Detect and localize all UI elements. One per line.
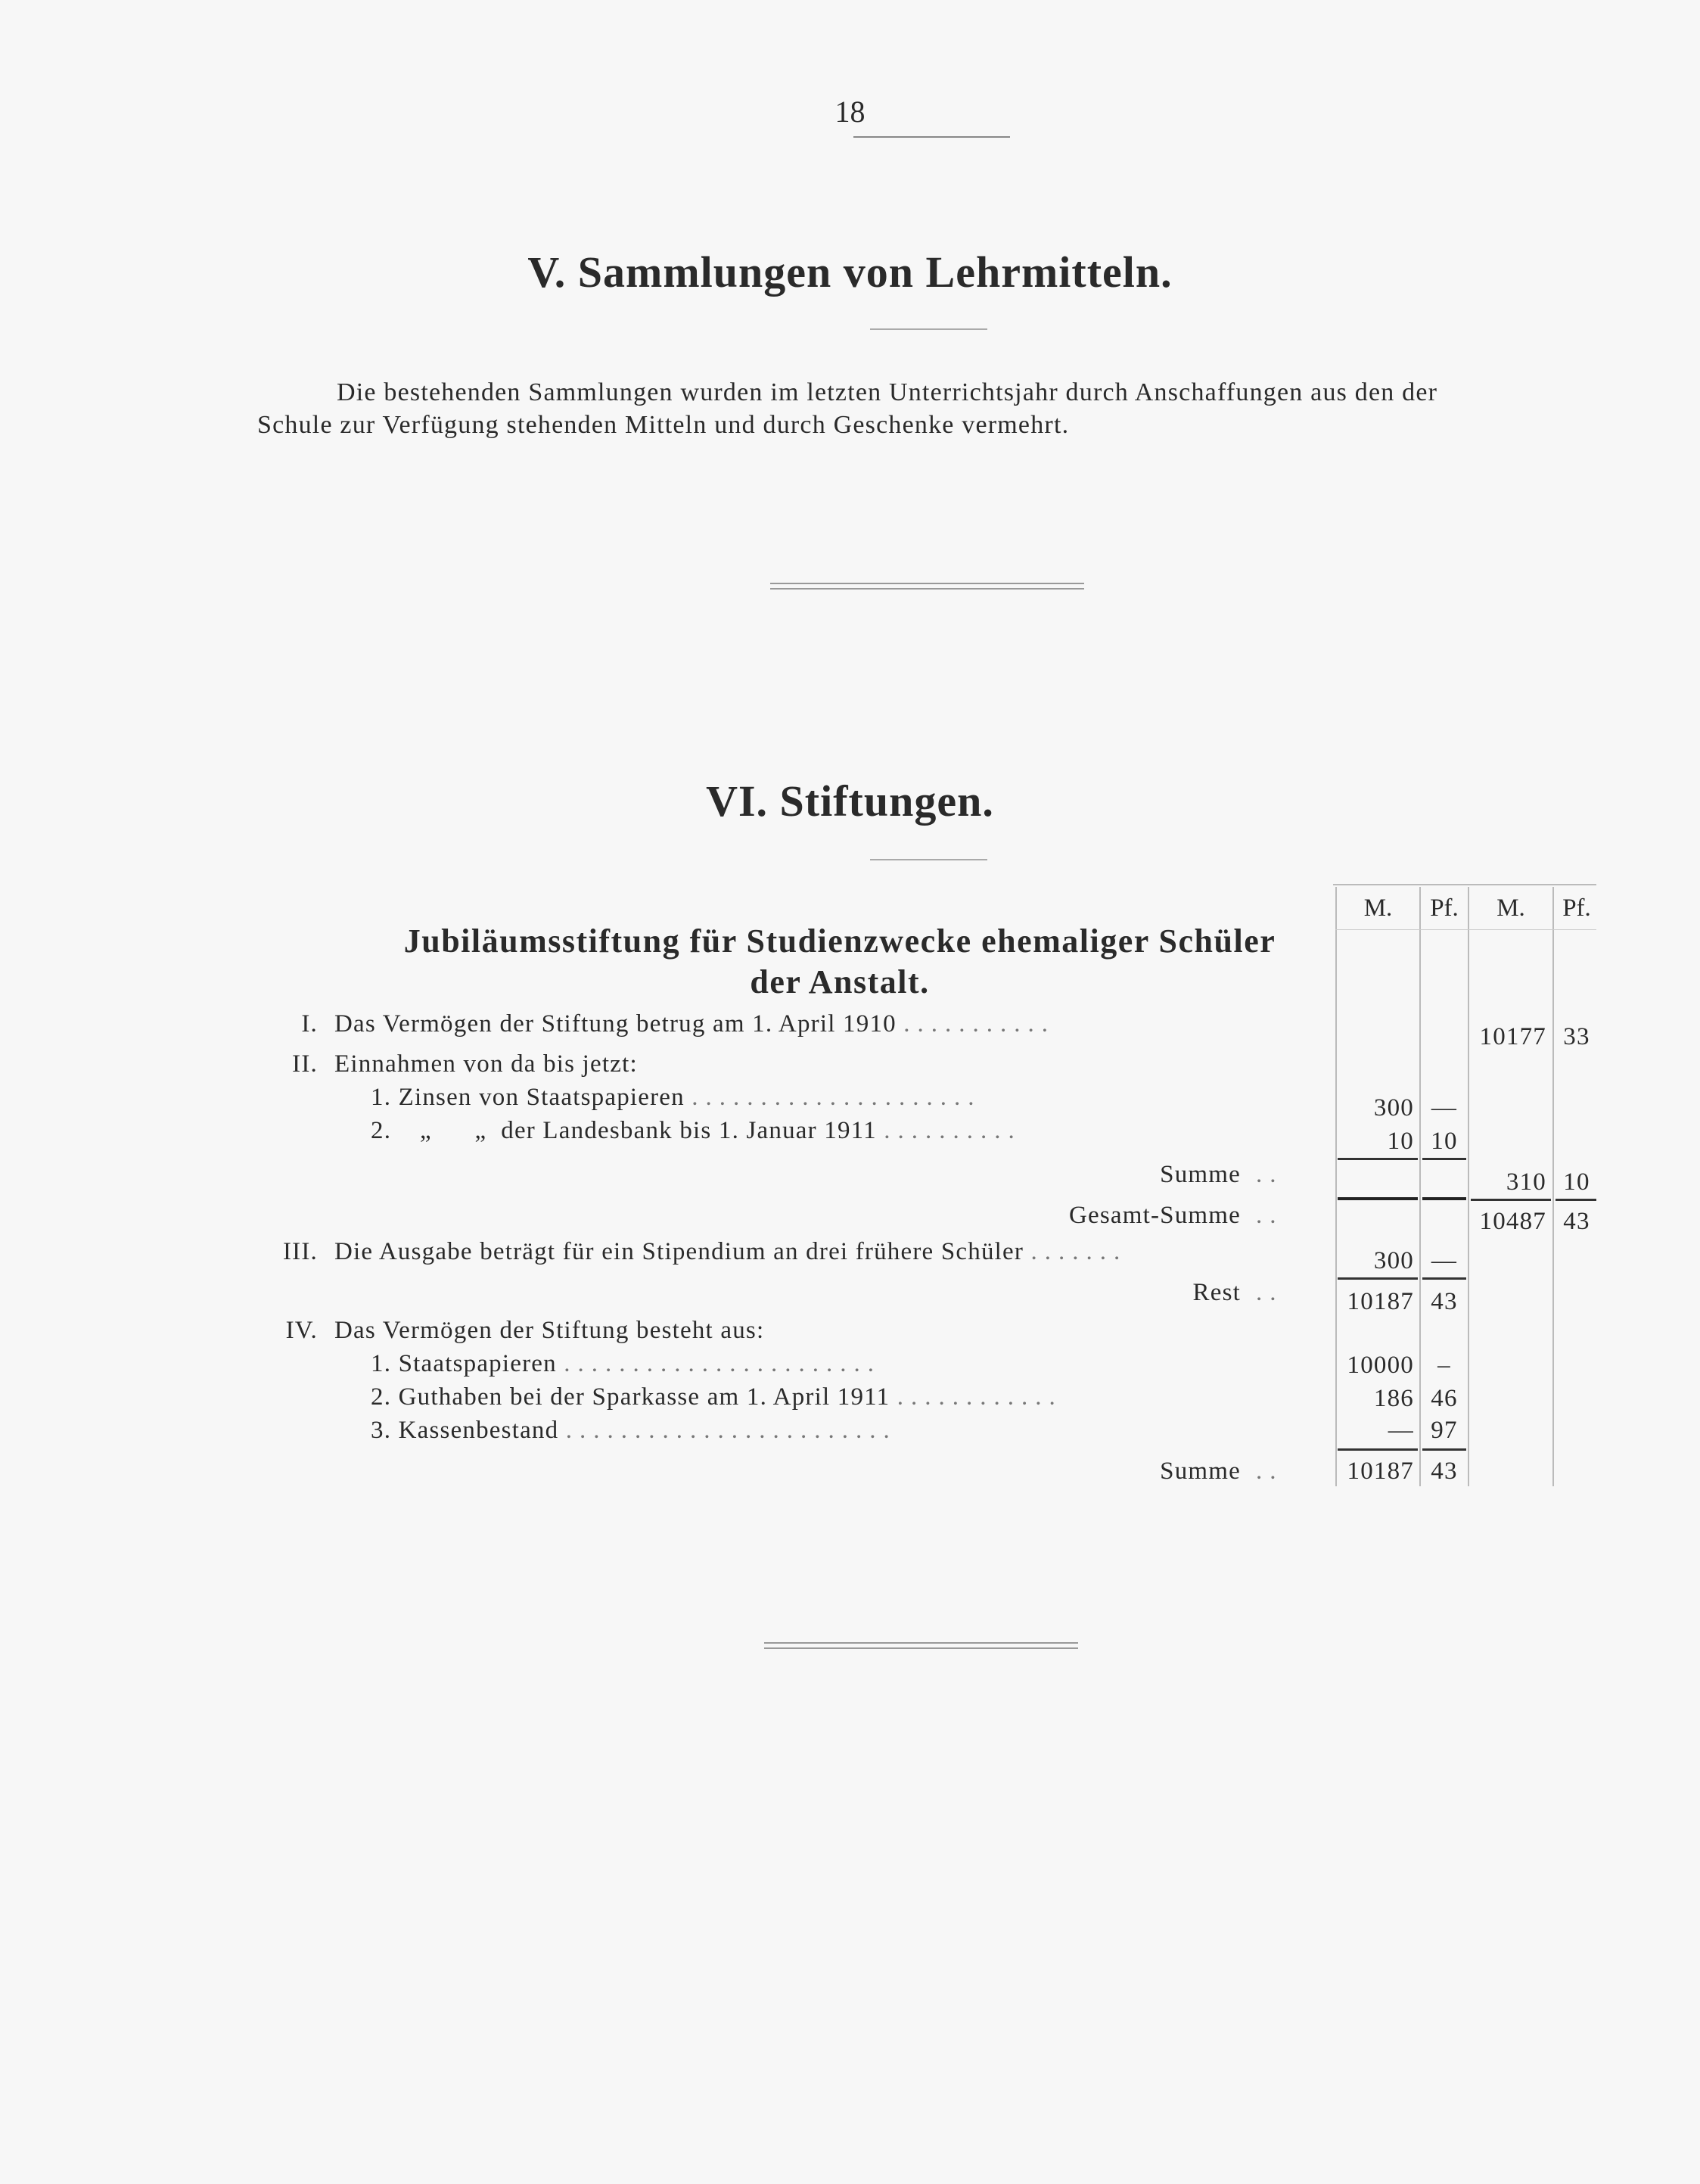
value-marks: 300 [1373, 1247, 1414, 1274]
ledger-row-label: 2. Guthaben bei der Sparkasse am 1. April 1911 ............ [371, 1383, 1063, 1411]
row-number: II. [292, 1050, 318, 1078]
row-number: IV. [285, 1317, 318, 1344]
leader-dots: .. [1256, 1202, 1284, 1229]
value-pfennig: — [1431, 1094, 1458, 1122]
sum-rule [1422, 1158, 1466, 1160]
ledger-row-label: Summe [1160, 1458, 1241, 1485]
value-pfennig: — [1431, 1247, 1458, 1274]
ledger-row-label: Einnahmen von da bis jetzt: [334, 1050, 638, 1078]
sum-rule [1422, 1277, 1466, 1280]
foundation-title-line2: der Anstalt. [750, 963, 930, 1000]
ledger-top-rule [1333, 884, 1596, 885]
ledger-row-label: Das Vermögen der Stiftung betrug am 1. April 1910 ........... [334, 1010, 1056, 1038]
leader-dots: .. [1256, 1279, 1284, 1306]
section-v-rule [870, 328, 987, 330]
column-header-pfennig: Pf. [1430, 894, 1459, 922]
section-vi-title: VI. Stiftungen. [706, 776, 994, 826]
value-pfennig: 43 [1563, 1208, 1590, 1235]
section-v-paragraph-line1: Die bestehenden Sammlungen wurden im letzten Unterrichtsjahr durch Anschaffungen aus den der [337, 378, 1438, 406]
value-pfennig: 43 [1431, 1458, 1458, 1485]
value-marks: 10487 [1479, 1208, 1546, 1235]
ledger-row-label: 1. Zinsen von Staatspapieren ..................... [371, 1084, 982, 1111]
value-marks: 300 [1373, 1094, 1414, 1122]
row-number: III. [282, 1238, 318, 1265]
value-marks: 10187 [1347, 1288, 1414, 1315]
ledger-row-label: Das Vermögen der Stiftung besteht aus: [334, 1317, 765, 1344]
sum-rule [1471, 1199, 1551, 1201]
sum-rule [1338, 1277, 1418, 1280]
value-marks: 10187 [1347, 1458, 1414, 1485]
column-header-marks: M. [1363, 894, 1393, 922]
value-pfennig: 46 [1431, 1385, 1458, 1412]
row-number: I. [301, 1010, 318, 1038]
value-pfennig: 10 [1563, 1168, 1590, 1196]
value-marks: 10 [1387, 1128, 1414, 1155]
section-v-title: V. Sammlungen von Lehrmitteln. [527, 247, 1173, 297]
section-v-paragraph-line2: Schule zur Verfügung stehenden Mitteln und durch Geschenke vermehrt. [257, 411, 1070, 439]
column-header-pfennig: Pf. [1562, 894, 1591, 922]
value-marks: 10000 [1347, 1352, 1414, 1379]
sum-rule [1555, 1199, 1596, 1201]
value-marks: 310 [1506, 1168, 1546, 1196]
ledger-row-label: Rest [1192, 1279, 1241, 1306]
value-pfennig: – [1437, 1352, 1451, 1379]
foundation-title-line1: Jubiläumsstiftung für Studienzwecke ehemaliger Schüler [403, 922, 1276, 960]
ledger-header-rule [1335, 929, 1596, 930]
column-header-marks: M. [1496, 894, 1525, 922]
page-number-rule [853, 136, 1010, 138]
value-pfennig: 43 [1431, 1288, 1458, 1315]
value-marks: — [1388, 1417, 1414, 1444]
ledger-row-label: 2. „ „ der Landesbank bis 1. Januar 1911 .......... [371, 1117, 1022, 1144]
value-marks: 186 [1373, 1385, 1414, 1412]
ledger-row-label: Summe [1160, 1161, 1241, 1188]
ledger-row-label: Gesamt-Summe [1068, 1202, 1241, 1229]
separator-rule [1338, 1197, 1418, 1200]
sum-rule [1338, 1448, 1418, 1451]
value-marks: 10177 [1479, 1023, 1546, 1050]
sum-rule [1422, 1448, 1466, 1451]
ledger-row-label: Die Ausgabe beträgt für ein Stipendium an drei frühere Schüler ....... [334, 1238, 1128, 1265]
section-divider [770, 583, 1084, 590]
value-pfennig: 10 [1431, 1128, 1458, 1155]
sum-rule [1338, 1158, 1418, 1160]
value-pfennig: 33 [1563, 1023, 1590, 1050]
leader-dots: .. [1256, 1458, 1284, 1485]
ledger-row-label: 1. Staatspapieren ....................... [371, 1350, 882, 1377]
leader-dots: .. [1256, 1161, 1284, 1188]
page-number: 18 [834, 95, 866, 129]
separator-rule [1422, 1197, 1466, 1200]
ledger-row-label: 3. Kassenbestand ........................ [371, 1417, 897, 1444]
section-vi-rule [870, 859, 987, 860]
bottom-divider [764, 1642, 1078, 1649]
value-pfennig: 97 [1431, 1417, 1458, 1444]
